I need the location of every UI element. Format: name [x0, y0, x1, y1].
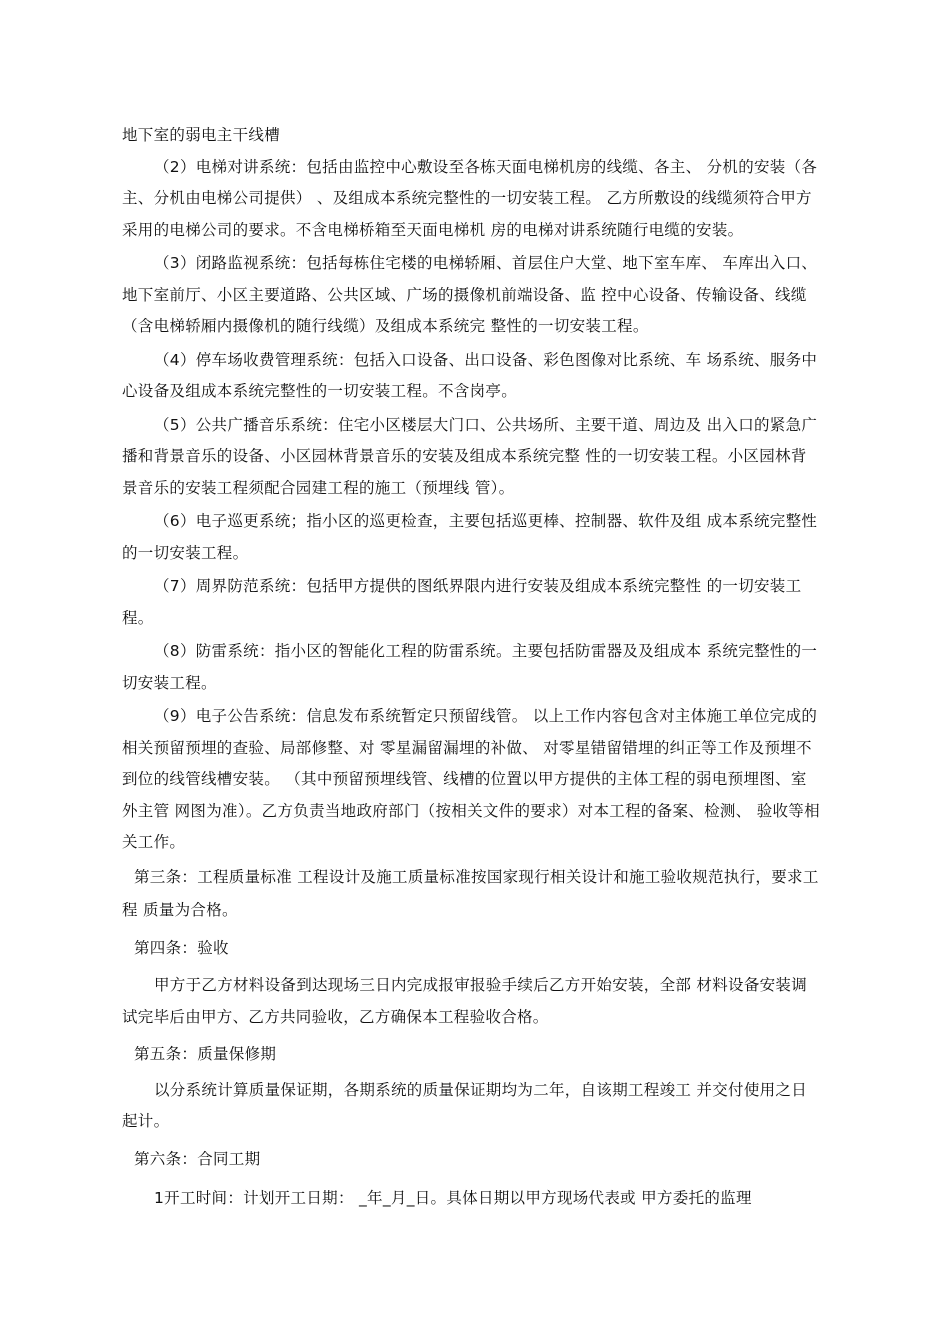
document-body [122, 120, 822, 1217]
article-4-heading: 第四条：验收 [134, 938, 229, 957]
paragraph-elevator-intercom: （2）电梯对讲系统：包括由监控中心敷设至各栋天面电梯机房的线缆、各主、 分机的安装（各主、分机由电梯公司提供） 、及组成本系统完整性的一切安装工程。 乙方所敷设的线缆须符合甲方采用的电梯公司的要求。不含电梯桥箱至天面电梯机 房的电梯对讲系统随行电缆的安装。 [122, 157, 818, 239]
paragraph-lightning-protection: （8）防雷系统：指小区的智能化工程的防雷系统。主要包括防雷器及及组成本 系统完整性的一切安装工程。 [122, 642, 818, 692]
paragraph-basement-trunking: 地下室的弱电主干线槽 [122, 126, 281, 144]
article-6-heading: 第六条：合同工期 [134, 1149, 261, 1168]
article-3-quality-standard: 第三条：工程质量标准 工程设计及施工质量标准按国家现行相关设计和施工验收规范执行，要求工程 质量为合格。 [122, 867, 819, 919]
article-5-heading: 第五条：质量保修期 [134, 1045, 277, 1063]
paragraph-broadcast-system: （5）公共广播音乐系统：住宅小区楼层大门口、公共场所、主要干道、周边及 出入口的紧急广播和背景音乐的设备、小区园林背景音乐的安装及组成本系统完整 性的一切安装工程。小区园林背景音乐的安装工程须配合园建工程的施工（预埋线 管）。 [122, 415, 818, 497]
paragraph-acceptance: 甲方于乙方材料设备到达现场三日内完成报审报验手续后乙方开始安装，全部 材料设备安装调试完毕后由甲方、乙方共同验收，乙方确保本工程验收合格。 [122, 976, 808, 1026]
paragraph-warranty: 以分系统计算质量保证期，各期系统的质量保证期均为二年，自该期工程竣工 并交付使用之日起计。 [122, 1080, 808, 1130]
paragraph-cctv-system: （3）闭路监视系统：包括每栋住宅楼的电梯轿厢、首层住户大堂、地下室车库、 车库出入口、地下室前厅、小区主要道路、公共区域、广场的摄像机前端设备、监 控中心设备、传输设备、线缆（含电梯轿厢内摄像机的随行线缆）及组成本系统完 整性的一切安装工程。 [122, 254, 818, 335]
paragraph-perimeter-system: （7）周界防范系统：包括甲方提供的图纸界限内进行安装及组成本系统完整性 的一切安装工程。 [122, 577, 802, 627]
paragraph-bulletin-system: （9）电子公告系统：信息发布系统暂定只预留线管。 以上工作内容包含对主体施工单位完成的相关预留预埋的查验、局部修整、对 零星漏留漏埋的补做、 对零星错留错埋的纠正等工作及预埋不到位的线管线槽安装。 （其中预留预埋线管、线槽的位置以甲方提供的主体工程的弱电预埋图、室外主管 网图为准）。乙方负责当地政府部门（按相关文件的要求）对本工程的备案、检测、 验收等相关工作。 [122, 707, 820, 851]
paragraph-patrol-system: （6）电子巡更系统；指小区的巡更检查，主要包括巡更棒、控制器、软件及组 成本系统完整性的一切安装工程。 [122, 512, 818, 562]
paragraph-parking-system: （4）停车场收费管理系统：包括入口设备、出口设备、彩色图像对比系统、车 场系统、服务中心设备及组成本系统完整性的一切安装工程。不含岗亭。 [122, 350, 818, 400]
paragraph-start-date: 1开工时间：计划开工日期： _年_月_日。具体日期以甲方现场代表或 甲方委托的监理 [154, 1189, 752, 1207]
